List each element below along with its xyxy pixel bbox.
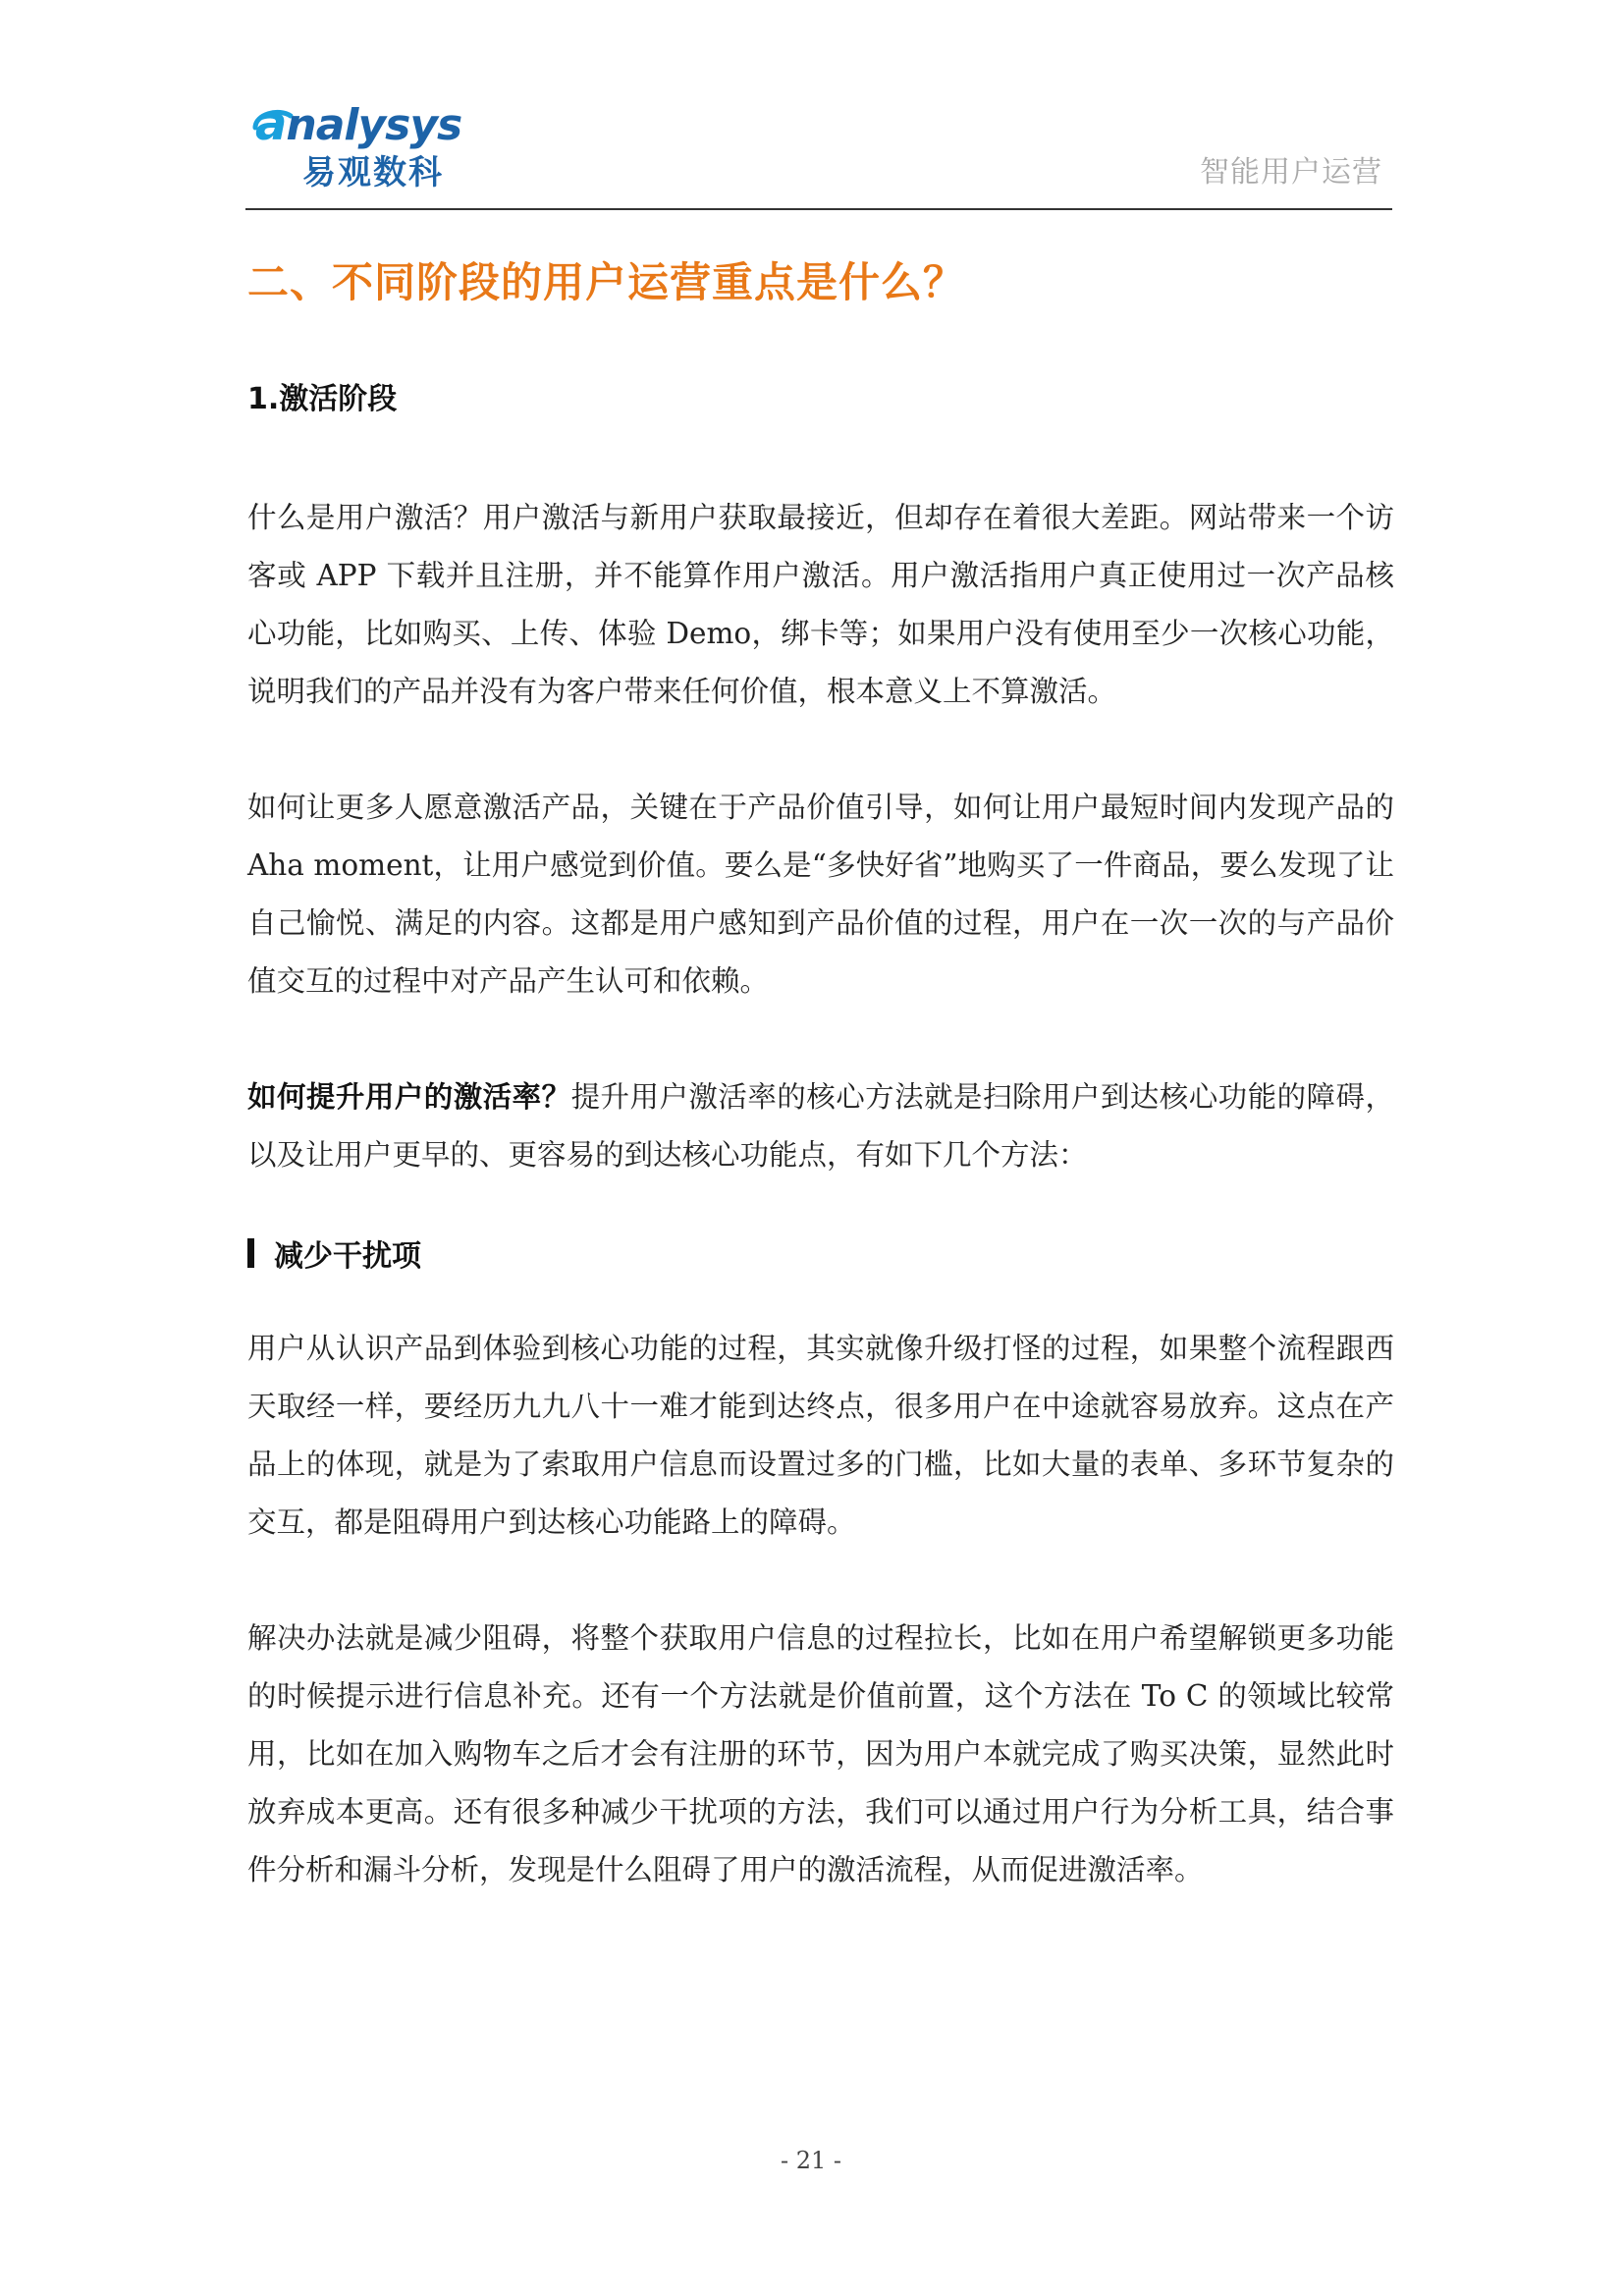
logo-chinese-text: 易观数科 [302,153,444,192]
logo-first-letter: a [255,96,287,151]
page-header [245,98,1392,210]
logo-english-rest: nalysys [286,100,462,150]
paragraph-value-guidance: 如何让更多人愿意激活产品，关键在于产品价值引导，如何让用户最短时间内发现产品的 Aha moment，让用户感觉到价值。要么是“多快好省”地购买了一件商品，要么发现了让自己愉悦、满足的内容。这都是用户感知到产品价值的过程，用户在一次一次的与产品价值交互的过程中对产品产生认可和依赖。 [247,791,1394,998]
paragraph-obstacles: 用户从认识产品到体验到核心功能的过程，其实就像升级打怪的过程，如果整个流程跟西天取经一样，要经历九九八十一难才能到达终点，很多用户在中途就容易放弃。这点在产品上的体现，就是为了索取用户信息而设置过多的门槛，比如大量的表单、多环节复杂的交互，都是阻碍用户到达核心功能路上的障碍。 [247,1332,1394,1539]
heading-bar-text: 减少干扰项 [274,1239,421,1274]
paragraph-body-text: 提升用户激活率的核心方法就是扫除用户到达核心功能的障碍，以及让用户更早的、更容易的到达核心功能点，有如下几个方法： [247,1080,1394,1172]
paragraph-solution: 解决办法就是减少阻碍，将整个获取用户信息的过程拉长，比如在用户希望解锁更多功能的时候提示进行信息补充。还有一个方法就是价值前置，这个方法在 To C 的领域比较常用，比如在加入购物车之后才会有注册的环节，因为用户本就完成了购买决策，显然此时放弃成本更高。还有很多种减少干扰项的方法，我们可以通过用户行为分析工具，结合事件分析和漏斗分析，发现是什么阻碍了用户的激活流程，从而促进激活率。 [247,1621,1394,1886]
paragraph-bold-lead: 如何提升用户的激活率？ [247,1080,571,1114]
page-number: - 21 - [780,2147,841,2174]
paragraph-activation-definition: 什么是用户激活？用户激活与新用户获取最接近，但却存在着很大差距。网站带来一个访客或 APP 下载并且注册，并不能算作用户激活。用户激活指用户真正使用过一次产品核心功能，比如购买、上传、体验 Demo，绑卡等；如果用户没有使用至少一次核心功能，说明我们的产品并没有为客户带来任何价值，根本意义上不算激活。 [247,501,1394,708]
heading-bar-marker [247,1238,254,1268]
analysys-logo [255,98,481,208]
header-section-label: 智能用户运营 [1200,155,1382,190]
reduce-distractions-heading [247,1231,421,1275]
section-title: 二、不同阶段的用户运营重点是什么？ [247,258,966,306]
paragraph-improve-activation [247,1068,1394,1184]
logo-english-text [255,98,461,151]
subsection-title: 1.激活阶段 [247,382,398,416]
